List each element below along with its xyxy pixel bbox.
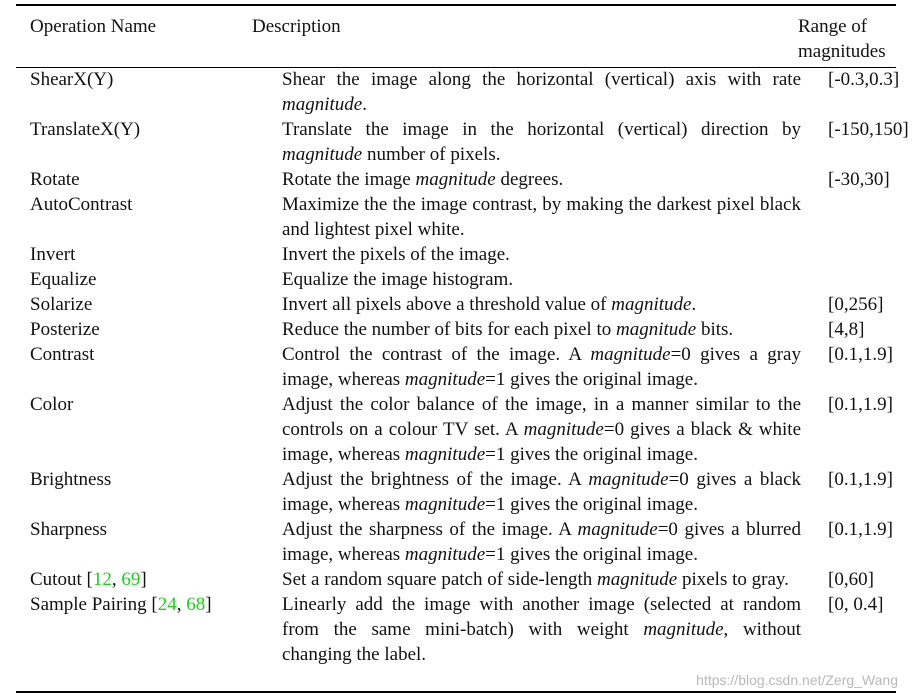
- description-text: Maximize the the image contrast, by making the darkest pixel black and lightest pixel white.: [282, 194, 801, 240]
- magnitude-term: magnitude: [643, 619, 724, 640]
- operation-name: ShearX(Y): [30, 69, 114, 90]
- table-row: [0, 567, 912, 592]
- operation-description: [282, 592, 801, 667]
- description-text: number of pixels.: [362, 144, 501, 165]
- magnitude-term: magnitude: [523, 419, 604, 440]
- operation-name-cell: [0, 467, 282, 517]
- operation-name-cell: [0, 292, 282, 317]
- operation-name: Brightness: [30, 469, 112, 490]
- operation-name-cell: [0, 267, 282, 292]
- magnitude-term: magnitude: [590, 344, 671, 365]
- operation-description: [282, 292, 801, 317]
- header-range-line2: magnitudes: [798, 41, 886, 62]
- magnitude-range: [-0.3,0.3]: [828, 69, 900, 90]
- description-text: Invert the pixels of the image.: [282, 244, 510, 265]
- header-range: [798, 14, 886, 64]
- table-row: [0, 67, 912, 117]
- table-row: [0, 467, 912, 517]
- magnitude-term: magnitude: [577, 519, 658, 540]
- operation-name: Posterize: [30, 319, 100, 340]
- magnitude-range: [0,256]: [828, 294, 884, 315]
- operation-description: [282, 67, 801, 117]
- operation-name-cell: [0, 392, 282, 467]
- magnitude-range: [801, 192, 912, 242]
- magnitude-range: [-30,30]: [828, 169, 890, 190]
- table-row: [0, 592, 912, 667]
- citation-link[interactable]: 12: [92, 569, 112, 590]
- operation-description: [282, 317, 801, 342]
- magnitude-term: magnitude: [282, 144, 363, 165]
- operation-name-cell: [0, 167, 282, 192]
- citation-link[interactable]: 68: [186, 594, 206, 615]
- description-text: =0 gives a black & white image, whereas: [282, 419, 802, 465]
- description-text: Rotate the image: [282, 169, 416, 190]
- magnitude-term: magnitude: [282, 94, 363, 115]
- magnitude-range: [801, 267, 912, 292]
- operation-name-cell: [0, 342, 282, 392]
- description-text: Set a random square patch of side-length: [282, 569, 597, 590]
- description-text: Adjust the brightness of the image. A: [282, 469, 589, 490]
- table-row: [0, 517, 912, 567]
- citation-link[interactable]: 24: [157, 594, 177, 615]
- magnitude-range: [4,8]: [828, 319, 865, 340]
- magnitude-range: [0.1,1.9]: [828, 344, 893, 365]
- operation-name: TranslateX(Y): [30, 119, 141, 140]
- description-text: =1 gives the original image.: [485, 444, 698, 465]
- operation-name: Invert: [30, 244, 76, 265]
- table-top-rule: [16, 4, 896, 6]
- magnitude-range: [801, 242, 912, 267]
- operation-description: [282, 467, 801, 517]
- table-row: [0, 292, 912, 317]
- operation-name-cell: [0, 317, 282, 342]
- magnitude-term: magnitude: [615, 319, 697, 340]
- table-row: [0, 342, 912, 392]
- description-text: Control the contrast of the image. A: [282, 344, 591, 365]
- description-text: =1 gives the original image.: [485, 494, 698, 515]
- table-row: [0, 167, 912, 192]
- operation-description: [282, 342, 801, 392]
- magnitude-range: [0,60]: [828, 569, 874, 590]
- operation-description: [282, 117, 801, 167]
- description-text: Equalize the image histogram.: [282, 269, 514, 290]
- operation-name-cell: [0, 67, 282, 117]
- magnitude-range: [0.1,1.9]: [828, 394, 893, 415]
- operation-name-cell: [0, 517, 282, 567]
- magnitude-range: [-150,150]: [828, 119, 909, 140]
- description-text: =0 gives a gray image, whereas: [282, 344, 801, 390]
- description-text: Reduce the number of bits for each pixel to: [282, 319, 616, 340]
- description-text: pixels to gray.: [677, 569, 789, 590]
- operation-name: Color: [30, 394, 74, 415]
- magnitude-term: magnitude: [404, 444, 486, 465]
- operation-name-cell: Sample Pairing [24, 68]: [30, 594, 212, 615]
- operation-name-cell: [0, 117, 282, 167]
- operation-name: Contrast: [30, 344, 95, 365]
- description-text: Shear the image along the horizontal (vertical) axis with rate: [282, 69, 801, 90]
- operation-description: [282, 192, 801, 242]
- description-text: Adjust the color balance of the image, in a manner similar to the controls on a colour TV set. A: [282, 394, 801, 440]
- header-description: Description: [252, 16, 341, 37]
- table-bottom-rule: [16, 691, 896, 693]
- description-text: degrees.: [495, 169, 564, 190]
- operation-description: [282, 567, 801, 592]
- operation-name: AutoContrast: [30, 194, 133, 215]
- operation-name: Sample Pairing: [30, 594, 147, 615]
- description-text: =0 gives a blurred image, whereas: [282, 519, 801, 565]
- table-row: [0, 392, 912, 467]
- description-text: .: [691, 294, 697, 315]
- magnitude-range: [0.1,1.9]: [828, 519, 893, 540]
- operation-name: Cutout: [30, 569, 82, 590]
- watermark: https://blog.csdn.net/Zerg_Wang: [696, 672, 898, 688]
- table-row: [0, 117, 912, 167]
- operation-name-cell: [0, 242, 282, 267]
- description-text: =1 gives the original image.: [485, 544, 698, 565]
- table-row: [0, 317, 912, 342]
- magnitude-term: magnitude: [404, 544, 486, 565]
- magnitude-range: [0, 0.4]: [828, 594, 884, 615]
- magnitude-term: magnitude: [588, 469, 669, 490]
- description-text: Translate the image in the horizontal (vertical) direction by: [282, 119, 801, 140]
- header-range-line1: Range of: [798, 16, 868, 37]
- description-text: .: [362, 94, 367, 115]
- magnitude-term: magnitude: [404, 494, 486, 515]
- table-row: [0, 267, 912, 292]
- operations-table-body: [0, 67, 912, 667]
- magnitude-term: magnitude: [611, 294, 692, 315]
- operation-description: [282, 392, 801, 467]
- operation-name: Equalize: [30, 269, 97, 290]
- table-row: [0, 242, 912, 267]
- description-text: =1 gives the original image.: [485, 369, 698, 390]
- magnitude-term: magnitude: [415, 169, 496, 190]
- operation-name-cell: [0, 192, 282, 242]
- operation-description: [282, 267, 801, 292]
- header-operation-name: Operation Name: [30, 16, 157, 37]
- operation-description: [282, 517, 801, 567]
- magnitude-range: [0.1,1.9]: [828, 469, 893, 490]
- operations-table: [0, 67, 912, 667]
- citation-link[interactable]: 69: [121, 569, 141, 590]
- table-row: [0, 192, 912, 242]
- operation-name-cell: Cutout [12, 69]: [30, 569, 147, 590]
- description-text: bits.: [696, 319, 734, 340]
- description-text: Linearly add the image with another image (selected at random from the same mini-batch) with weight: [282, 594, 801, 640]
- operation-name: Solarize: [30, 294, 93, 315]
- operation-description: [282, 167, 801, 192]
- description-text: Invert all pixels above a threshold value of: [282, 294, 612, 315]
- description-text: Adjust the sharpness of the image. A: [282, 519, 578, 540]
- magnitude-term: magnitude: [596, 569, 678, 590]
- description-text: =0 gives a black image, whereas: [282, 469, 802, 515]
- operation-name: Sharpness: [30, 519, 108, 540]
- magnitude-term: magnitude: [404, 369, 486, 390]
- description-text: , without changing the label.: [282, 619, 802, 665]
- operation-name: Rotate: [30, 169, 80, 190]
- operation-description: [282, 242, 801, 267]
